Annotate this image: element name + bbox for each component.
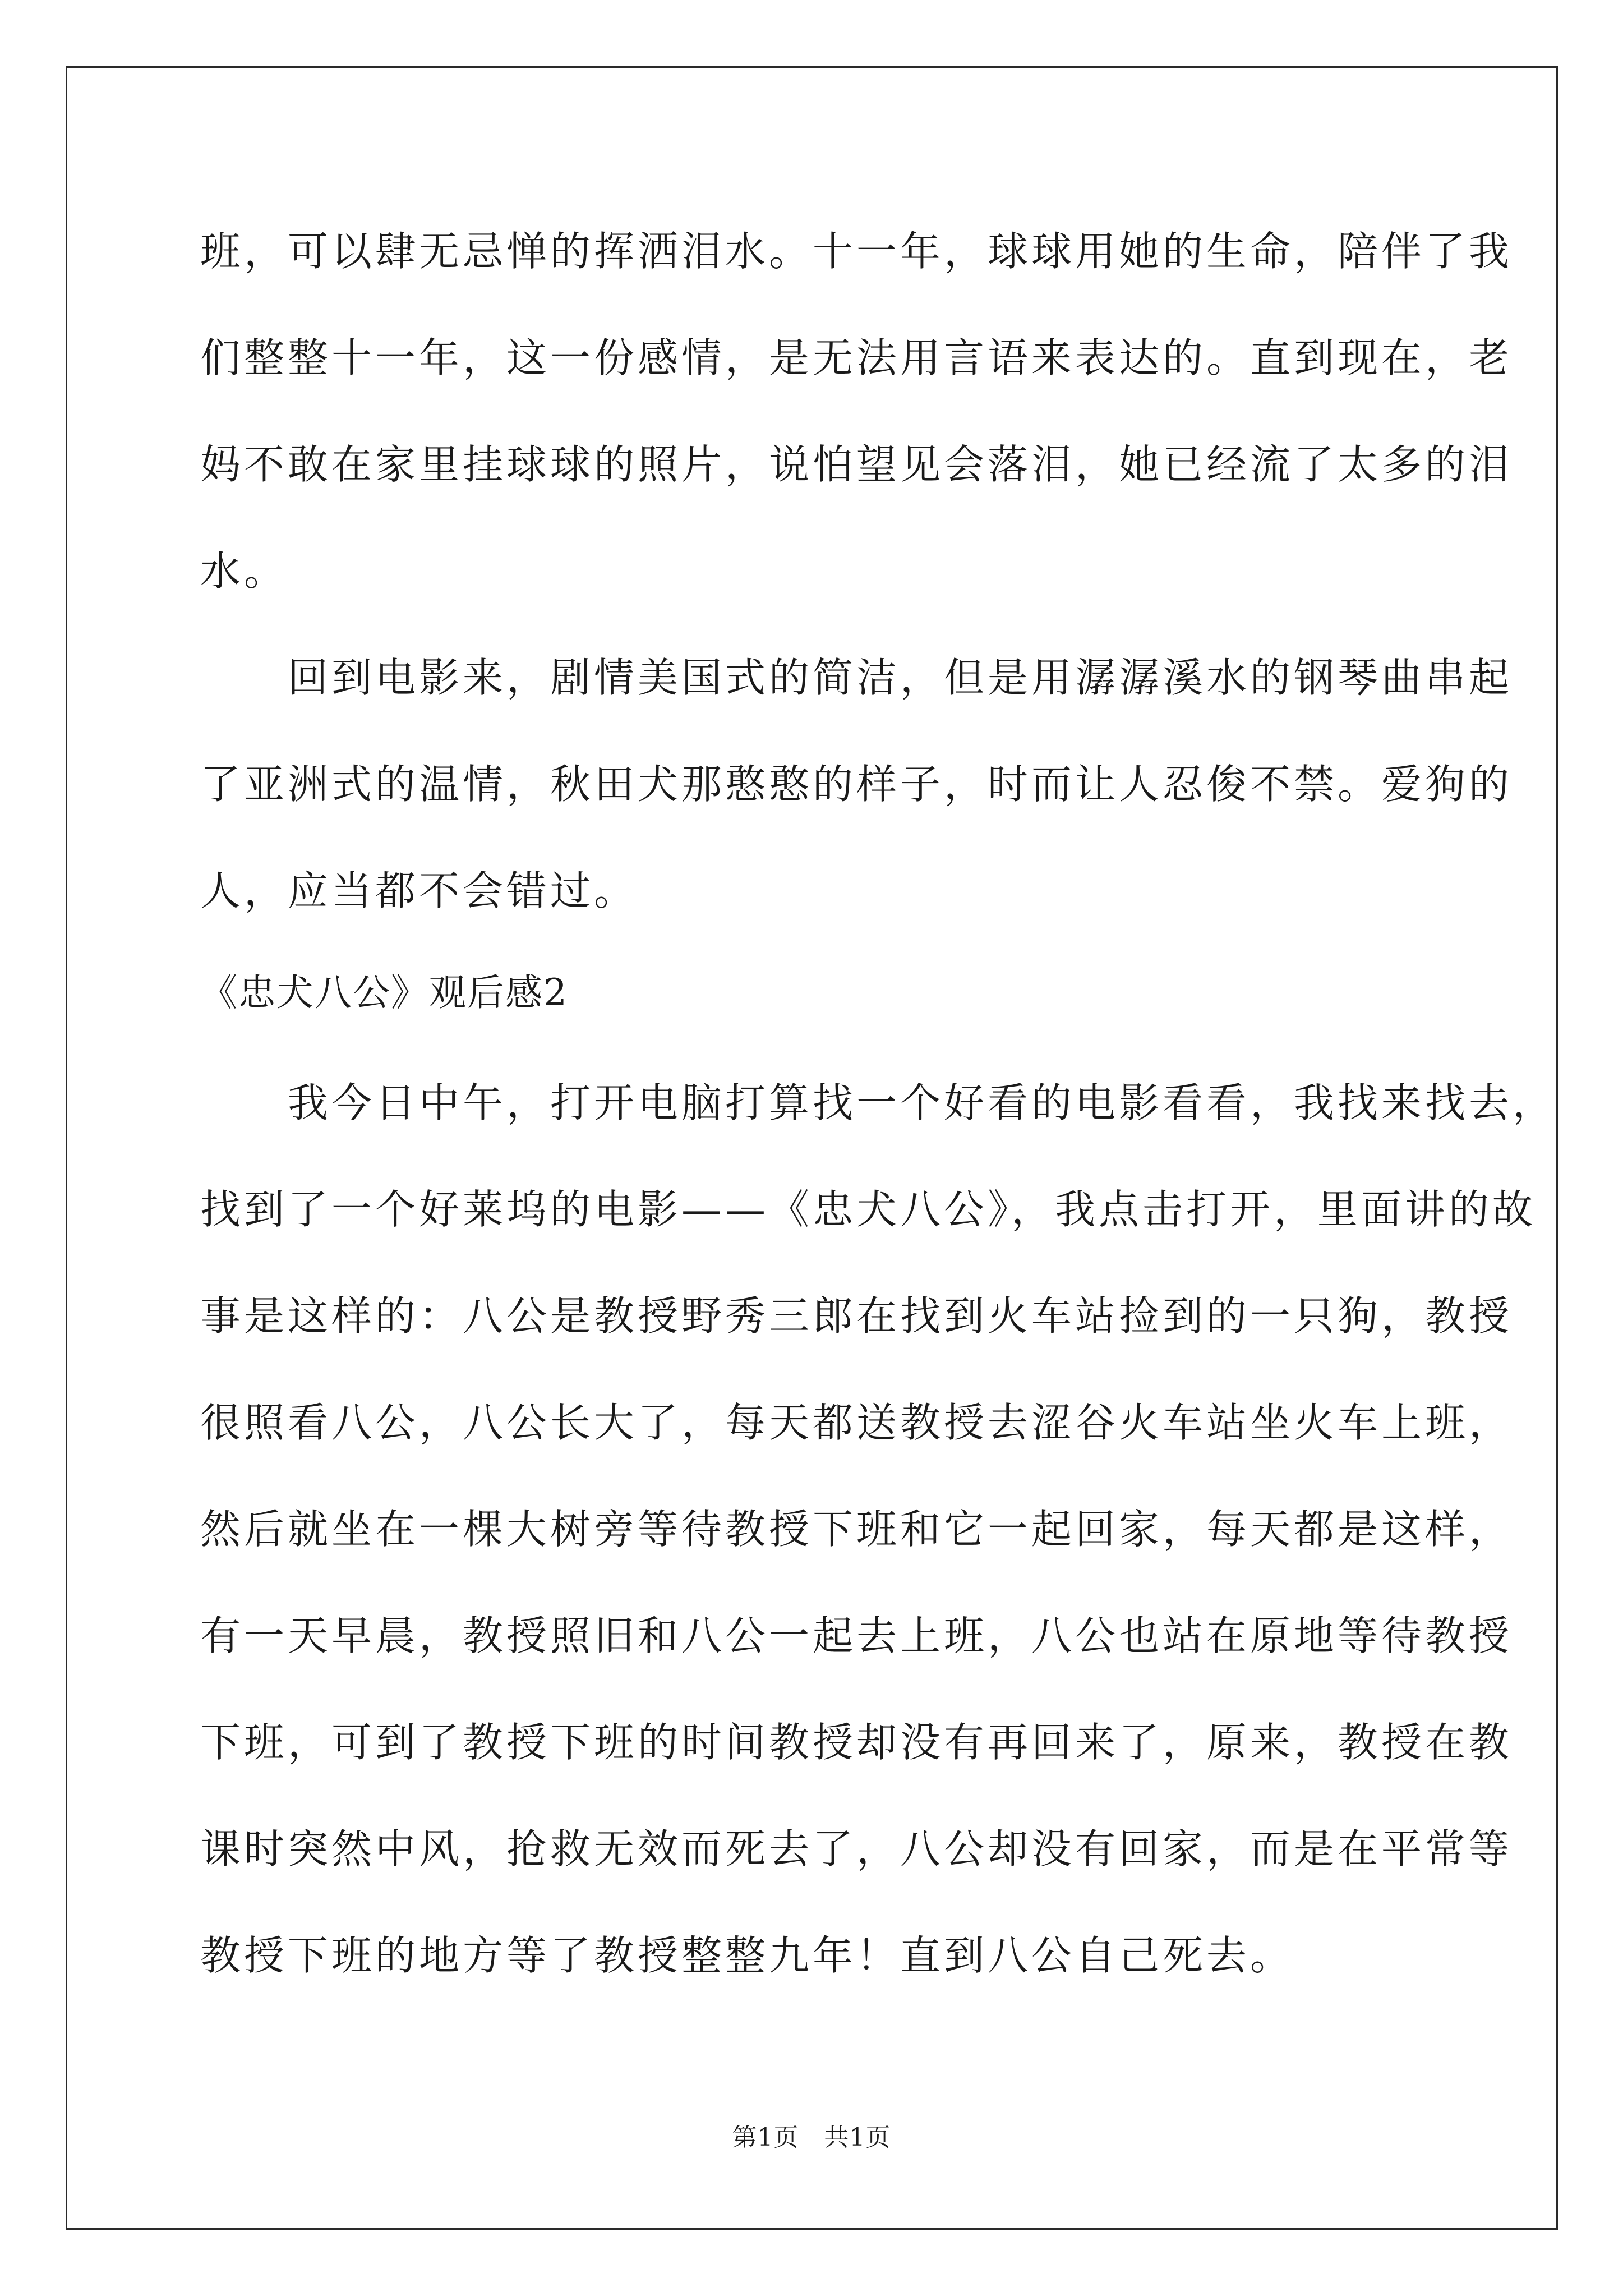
- text-line: 了亚洲式的温情，秋田犬那憨憨的样子，时而让人忍俊不禁。爱狗的: [200, 761, 1513, 808]
- text-line: 找到了一个好莱坞的电影——《忠犬八公》，我点击打开，里面讲的故: [200, 1186, 1537, 1233]
- text-line: 人，应当都不会错过。: [200, 867, 638, 914]
- text-line: 然后就坐在一棵大树旁等待教授下班和它一起回家，每天都是这样，: [200, 1506, 1513, 1553]
- page-border: [66, 66, 1558, 2230]
- text-line: 下班，可到了教授下班的时间教授却没有再回来了，原来，教授在教: [200, 1719, 1513, 1766]
- text-line: 们整整十一年，这一份感情，是无法用言语来表达的。直到现在，老: [200, 334, 1513, 381]
- text-line: 水。: [200, 547, 288, 595]
- text-line: 有一天早晨，教授照旧和八公一起去上班，八公也站在原地等待教授: [200, 1612, 1513, 1659]
- page-footer: 第1页 共1页: [732, 2123, 891, 2152]
- text-line: 很照看八公，八公长大了，每天都送教授去涩谷火车站坐火车上班，: [200, 1399, 1513, 1446]
- text-line: 我今日中午，打开电脑打算找一个好看的电影看看，我找来找去，: [200, 1079, 1557, 1126]
- text-line: 事是这样的：八公是教授野秀三郎在找到火车站捡到的一只狗，教授: [200, 1292, 1513, 1340]
- section-heading: 《忠犬八公》观后感2: [200, 971, 568, 1014]
- text-line: 教授下班的地方等了教授整整九年！直到八公自己死去。: [200, 1932, 1294, 1979]
- text-line: 课时突然中风，抢救无效而死去了，八公却没有回家，而是在平常等: [200, 1825, 1513, 1872]
- text-line: 妈不敢在家里挂球球的照片，说怕望见会落泪，她已经流了太多的泪: [200, 441, 1513, 488]
- text-line: 回到电影来，剧情美国式的简洁，但是用潺潺溪水的钢琴曲串起: [200, 654, 1513, 701]
- text-line: 班，可以肆无忌惮的挥洒泪水。十一年，球球用她的生命，陪伴了我: [200, 228, 1513, 275]
